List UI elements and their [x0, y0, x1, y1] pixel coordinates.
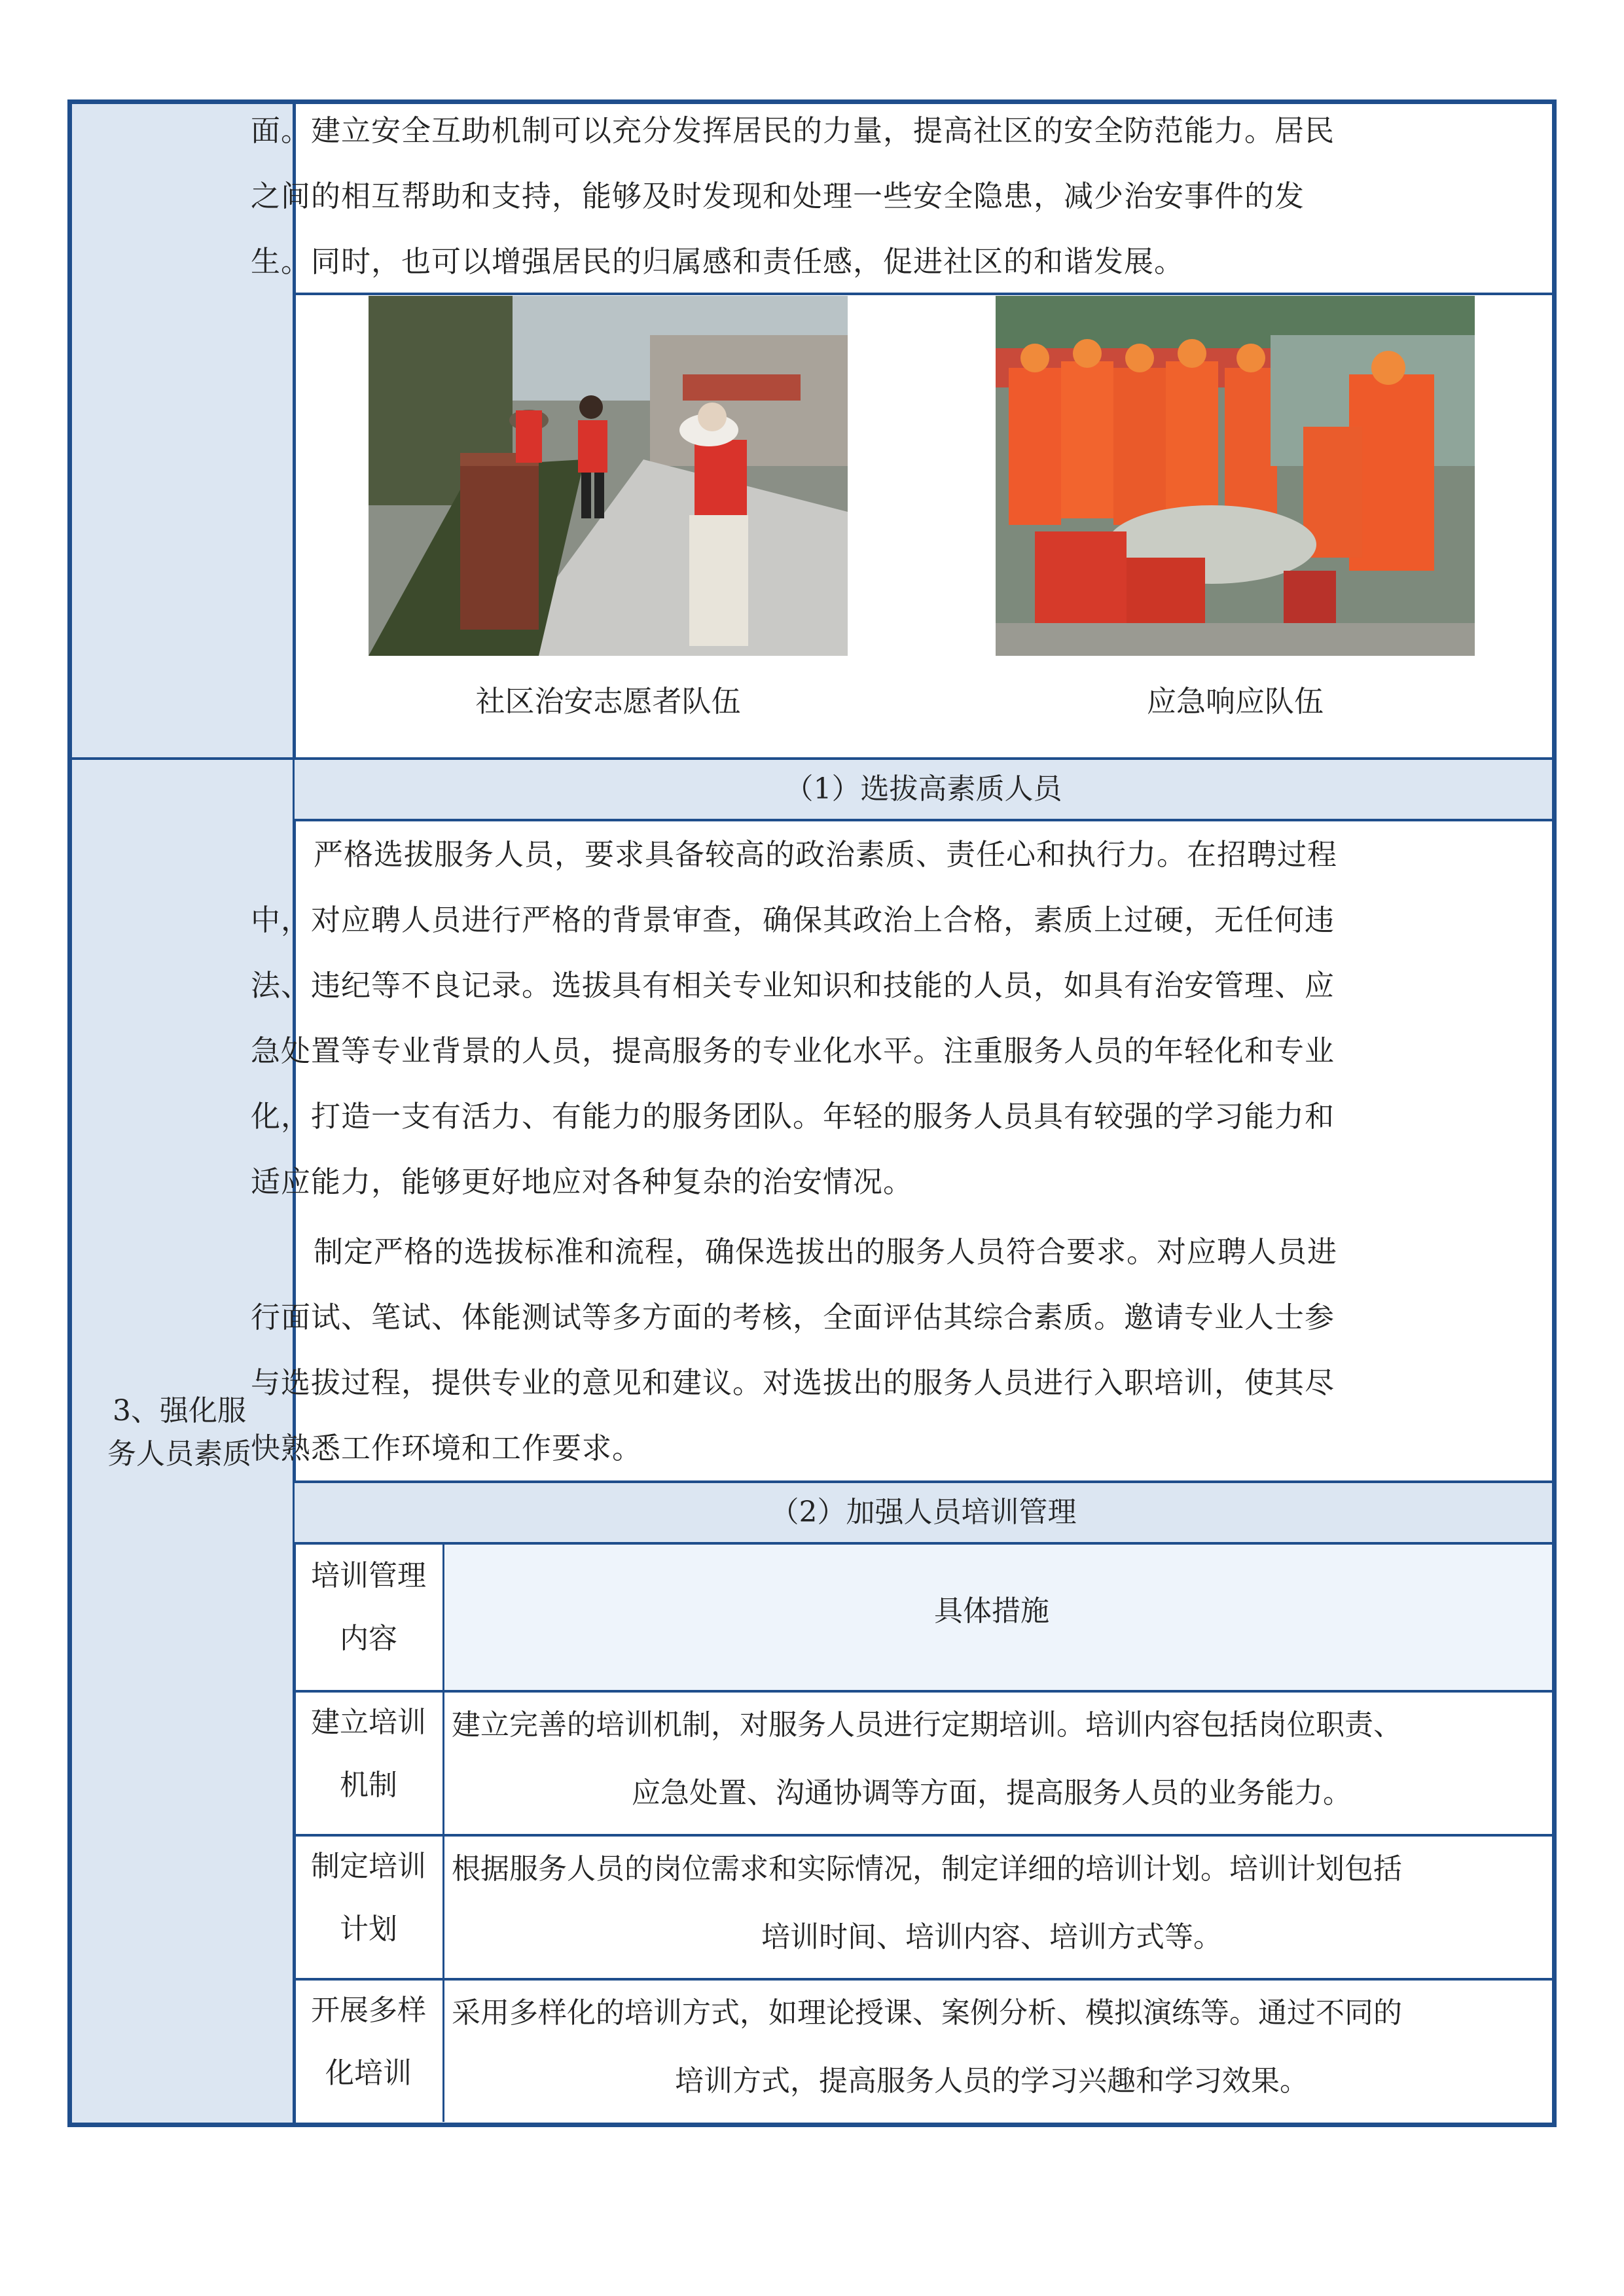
text-line: 建立完善的培训机制，对服务人员进行定期培训。培训内容包括岗位职责、 [452, 1708, 1402, 1742]
text-line: 与选拔过程，提供专业的意见和建议。对选拔出的服务人员进行入职培训，使其尽 [251, 1365, 1335, 1400]
text-line: 化，打造一支有活力、有能力的服务团队。年轻的服务人员具有较强的学习能力和 [251, 1099, 1335, 1134]
emergency-team-photo [996, 296, 1475, 656]
section-label-line: 3、强化服 [113, 1394, 246, 1427]
photo-caption-emergency: 应急响应队伍 [1146, 684, 1324, 719]
text-line: 法、违纪等不良记录。选拔具有相关专业知识和技能的人员，如具有治安管理、应 [251, 968, 1335, 1003]
text-line: 培训方式，提高服务人员的学习兴趣和学习效果。 [675, 2064, 1308, 2098]
text-line: 计划 [340, 1912, 397, 1946]
text-line: 严格选拔服务人员，要求具备较高的政治素质、责任心和执行力。在招聘过程 [314, 837, 1338, 872]
selection-paragraph-1 [251, 822, 1468, 1215]
text-line: 机制 [340, 1768, 397, 1802]
text-line: 培训时间、培训内容、培训方式等。 [761, 1920, 1222, 1954]
table-header-measures: 具体措施 [934, 1594, 1049, 1628]
text-line: 行面试、笔试、体能测试等多方面的考核，全面评估其综合素质。邀请专业人士参 [251, 1300, 1335, 1335]
text-line: 制定培训 [311, 1850, 426, 1883]
text-line: 之间的相互帮助和支持，能够及时发现和处理一些安全隐患，减少治安事件的发 [251, 179, 1305, 213]
subsection-title-training: （2）加强人员培训管理 [295, 1483, 1552, 1542]
table-row-content [452, 1979, 1532, 2115]
table-row-label [295, 1691, 442, 1817]
divider [293, 819, 1557, 821]
intro-paragraph [251, 98, 1468, 295]
text-line: 化培训 [325, 2056, 412, 2090]
table-column-divider [442, 1545, 444, 2122]
text-line: 培训管理 [311, 1559, 426, 1592]
table-row-content [452, 1835, 1532, 1971]
text-line: 快熟悉工作环境和工作要求。 [251, 1431, 643, 1465]
text-line: 内容 [340, 1622, 397, 1655]
section-label-line: 务人员素质 [107, 1437, 251, 1471]
subsection-title-selection: （1）选拔高素质人员 [295, 760, 1552, 819]
text-line: 适应能力，能够更好地应对各种复杂的治安情况。 [251, 1164, 914, 1199]
text-line: 采用多样化的培训方式，如理论授课、案例分析、模拟演练等。通过不同的 [452, 1996, 1402, 2030]
text-line: 急处置等专业背景的人员，提高服务的专业化水平。注重服务人员的年轻化和专业 [251, 1033, 1335, 1068]
text-line: 中，对应聘人员进行严格的背景审查，确保其政治上合格，素质上过硬，无任何违 [251, 903, 1335, 937]
text-line: 生。同时，也可以增强居民的归属感和责任感，促进社区的和谐发展。 [251, 244, 1185, 279]
photo-caption-volunteers: 社区治安志愿者队伍 [475, 684, 741, 719]
text-line: 应急处置、沟通协调等方面，提高服务人员的业务能力。 [632, 1776, 1352, 1810]
table-header-content [295, 1545, 442, 1670]
text-line: 面。建立安全互助机制可以充分发挥居民的力量，提高社区的安全防范能力。居民 [251, 113, 1335, 148]
text-line: 开展多样 [311, 1994, 426, 2027]
text-line: 制定严格的选拔标准和流程，确保选拔出的服务人员符合要求。对应聘人员进 [314, 1234, 1338, 1269]
table-row-content [452, 1691, 1532, 1827]
text-line: 根据服务人员的岗位需求和实际情况，制定详细的培训计划。培训计划包括 [452, 1852, 1402, 1886]
selection-paragraph-2 [251, 1219, 1468, 1481]
divider [293, 293, 1557, 295]
text-line: 建立培训 [311, 1706, 426, 1739]
table-row-label [295, 1979, 442, 2105]
table-row-label [295, 1835, 442, 1961]
volunteer-team-photo [369, 296, 848, 656]
